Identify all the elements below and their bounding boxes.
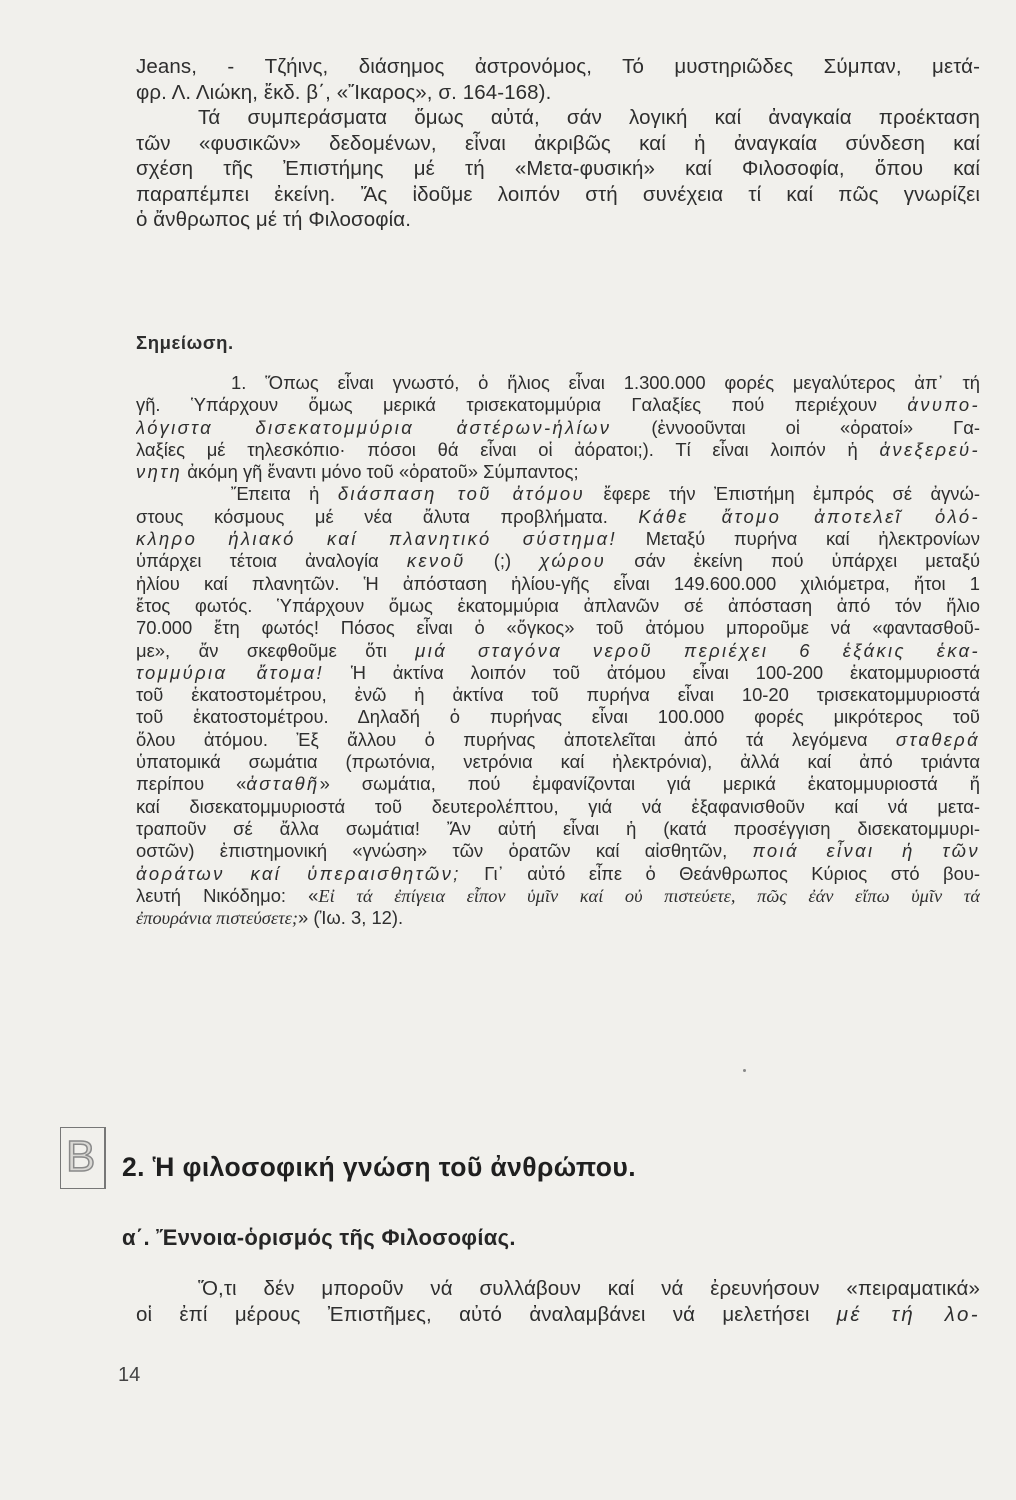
text-run: Ἡ ἀκτίνα λοιπόν τοῦ ἀτόμου εἶναι 100-200 ἑκατομμυριοστά xyxy=(324,661,980,683)
text-line xyxy=(136,885,980,907)
text-line xyxy=(136,417,980,439)
emphasis-text: μέ τή λο- xyxy=(836,1302,980,1326)
text-run: οστῶν) ἐπιστημονική «γνώση» τῶν ὁρατῶν καί αἰσθητῶν, xyxy=(136,840,753,862)
text-run: στους κόσμους μέ νέα ἄλυτα προβλήματα. xyxy=(136,505,639,527)
text-line: ὁ ἄνθρωπος μέ τή Φιλοσοφία. xyxy=(136,208,412,231)
text-line xyxy=(136,818,980,840)
emphasis-text: Κάθε ἄτομο ἀποτελεῖ ὁλό- xyxy=(638,505,980,527)
text-line xyxy=(136,372,980,394)
emphasis-text: ἀνυπο- xyxy=(907,394,980,416)
text-run: σάν ἐκείνη πού ὑπάρχει μεταξύ xyxy=(606,550,980,572)
text-run: λευτή Νικόδημο: « xyxy=(136,884,319,906)
text-line xyxy=(136,773,980,795)
text-line xyxy=(136,439,980,461)
text-line xyxy=(136,483,980,505)
text-line xyxy=(136,662,980,684)
text-line xyxy=(136,729,980,751)
text-run: γῆ. Ὑπάρχουν ὅμως μερικά τρισεκατομμύρια Γαλαξίες πού περιέχουν xyxy=(136,394,908,416)
text-run: τοῦ ἑκατοστομέτρου, ἐνῶ ἡ ἀκτίνα τοῦ πυρήνα εἶναι 10-20 τρισεκατομμυριοστά xyxy=(136,684,980,706)
text-line: σχέση τῆς Ἐπιστήμης μέ τή «Μετα-φυσική» καί Φιλοσοφία, ὅπου καί xyxy=(136,157,980,180)
ink-dot xyxy=(743,1069,746,1072)
text-run: οἱ ἐπί μέρους Ἐπιστῆμες, αὐτό ἀναλαμβάνει νά μελετήσει xyxy=(136,1302,837,1326)
text-line xyxy=(136,528,980,550)
text-run: περίπου « xyxy=(136,773,247,795)
text-line: Τά συμπεράσματα ὅμως αὐτά, σάν λογική καί ἀναγκαία προέκταση xyxy=(198,106,980,129)
text-line xyxy=(136,461,980,483)
text-run: 70.000 ἔτη φωτός! Πόσος εἶναι ὁ «ὄγκος» τοῦ ἀτόμου μποροῦμε νά «φαντασθοῦ- xyxy=(136,617,980,639)
text-run: Μεταξύ πυρήνα καί ἠλεκτρονίων xyxy=(617,528,980,550)
emphasis-text: ἀοράτων καί ὑπεραισθητῶν; xyxy=(136,862,461,884)
text-run: καί δισεκατομμυριοστά τοῦ δευτερολέπτου, γιά νά ἐξαφανισθοῦν καί νά μετα- xyxy=(136,795,980,817)
text-line xyxy=(136,840,980,862)
emphasis-text: σταθερά xyxy=(895,728,980,750)
text-run: τραποῦν σέ ἄλλα σωμάτια! Ἄν αὐτή εἶναι ἡ (κατά προσέγγιση δισεκατομμυρι- xyxy=(136,817,980,839)
emphasis-text: χώρου xyxy=(539,550,607,572)
text-run: (;) xyxy=(465,550,540,572)
text-line xyxy=(136,907,980,929)
emphasis-text: μιά σταγόνα νεροῦ περιέχει 6 ἑξάκις ἑκα- xyxy=(415,639,980,661)
text-run: » σωμάτια, πού ἐμφανίζονται γιά μερικά ἑκατομμυριοστά ἤ xyxy=(319,773,980,795)
section-title: 2. Ἡ φιλοσοφική γνώση τοῦ ἀνθρώπου. xyxy=(122,1152,636,1182)
emphasis-text: τομμύρια ἄτομα! xyxy=(136,661,325,683)
text-line xyxy=(136,617,980,639)
page-number: 14 xyxy=(118,1364,141,1386)
quotation-text: ἐπουράνια πιστεύσετε; xyxy=(136,908,299,929)
footnote-block xyxy=(136,372,980,929)
emphasis-text: ἀσταθῆ xyxy=(246,773,320,795)
text-run: (ἐννοοῦνται οἱ «ὁρατοί» Γα- xyxy=(611,416,980,438)
note-heading: Σημείωση. xyxy=(136,332,234,353)
text-line xyxy=(136,506,980,528)
emphasis-text: νητη xyxy=(136,461,183,483)
text-line: φρ. Λ. Λιώκη, ἔκδ. β΄, «Ἴκαρος», σ. 164-168). xyxy=(136,80,552,104)
emphasis-text: ἀνεξερεύ- xyxy=(879,438,980,460)
text-run: ὑπάρχει τέτοια ἀναλογία xyxy=(136,550,407,572)
emphasis-text: ποιά εἶναι ἡ τῶν xyxy=(752,840,980,862)
intro-paragraph xyxy=(136,54,980,233)
text-line xyxy=(136,1276,980,1302)
text-line xyxy=(136,1302,980,1328)
emphasis-text: λόγιστα δισεκατομμύρια ἀστέρων-ἡλίων xyxy=(136,416,612,438)
text-line xyxy=(136,573,980,595)
text-run: ἔτος φωτός. Ὑπάρχουν ὅμως ἑκατομμύρια ἀπλανῶν σέ ἀπόσταση ἀπό τόν ἥλιο xyxy=(136,594,980,616)
text-line xyxy=(136,684,980,706)
section-marker-rule xyxy=(104,1127,106,1189)
text-run: 1. Ὅπως εἶναι γνωστό, ὁ ἥλιος εἶναι 1.300.000 φορές μεγαλύτερος ἀπ᾽ τή xyxy=(231,372,980,393)
subsection-title: α΄. Ἔννοια-ὁρισμός τῆς Φιλοσοφίας. xyxy=(122,1225,516,1250)
text-run: ἔφερε τήν Ἐπιστήμη ἐμπρός σέ ἀγνώ- xyxy=(585,483,980,505)
text-run: ἡλίου καί πλανητῶν. Ἡ ἀπόσταση ἡλίου-γῆς εἶναι 149.600.000 χιλιόμετρα, ἤτοι 1 xyxy=(136,572,980,594)
text-line xyxy=(136,640,980,662)
text-run: ὅλου ἀτόμου. Ἐξ ἄλλου ὁ πυρήνας ἀποτελεῖται ἀπό τά λεγόμενα xyxy=(136,728,896,750)
section-marker-letter: B xyxy=(66,1132,96,1181)
quotation-text: Εἰ τά ἐπίγεια εἶπον ὑμῖν καί οὐ πιστεύετε, πῶς ἐάν εἴπω ὑμῖν τά xyxy=(318,885,980,906)
text-line xyxy=(136,796,980,818)
text-run: λαξίες μέ τηλεσκόπιο· πόσοι θά εἶναι οἱ ἀόρατοι;). Τί εἶναι λοιπόν ἡ xyxy=(136,438,880,460)
emphasis-text: διάσπαση τοῦ ἀτόμου xyxy=(337,483,586,505)
text-run: Γι᾽ αὐτό εἶπε ὁ Θεάνθρωπος Κύριος στό βου- xyxy=(460,862,980,884)
text-run: με», ἄν σκεφθοῦμε ὅτι xyxy=(136,639,416,661)
text-run: Ἔπειτα ἡ xyxy=(231,483,338,505)
emphasis-text: κληρο ἡλιακό καί πλανητικό σύστημα! xyxy=(136,528,617,550)
text-line: τῶν «φυσικῶν» δεδομένων, εἶναι ἀκριβῶς καί ἡ ἀναγκαία σύνδεση καί xyxy=(136,131,980,155)
text-run: Ὅ,τι δέν μποροῦν νά συλλάβουν καί νά ἐρευνήσουν «πειραματικά» xyxy=(198,1277,980,1300)
text-run: τοῦ ἑκατοστομέτρου. Δηλαδή ὁ πυρήνας εἶναι 100.000 φορές μικρότερος τοῦ xyxy=(136,706,980,728)
text-run: ὑπατομικά σωμάτια (πρωτόνια, νετρόνια καί ἠλεκτρόνια), ἀλλά καί ἀπό τριάντα xyxy=(136,751,980,773)
emphasis-text: κενοῦ xyxy=(406,550,466,572)
text-run: » (Ἰω. 3, 12). xyxy=(298,907,404,929)
text-line xyxy=(136,706,980,728)
text-line: παραπέμπει ἐκείνη. Ἄς ἰδοῦμε λοιπόν στή συνέχεια τί καί πῶς γνωρίζει xyxy=(136,182,980,206)
text-line xyxy=(136,751,980,773)
text-run: ἀκόμη γῆ ἔναντι μόνο τοῦ «ὁρατοῦ» Σύμπαντος; xyxy=(182,461,579,483)
section-paragraph xyxy=(136,1276,980,1327)
text-line xyxy=(136,595,980,617)
text-line xyxy=(136,863,980,885)
text-line: Jeans, - Τζήινς, διάσημος ἀστρονόμος, Τό μυστηριῶδες Σύμπαν, μετά- xyxy=(136,55,980,78)
text-line xyxy=(136,394,980,416)
text-line xyxy=(136,550,980,572)
